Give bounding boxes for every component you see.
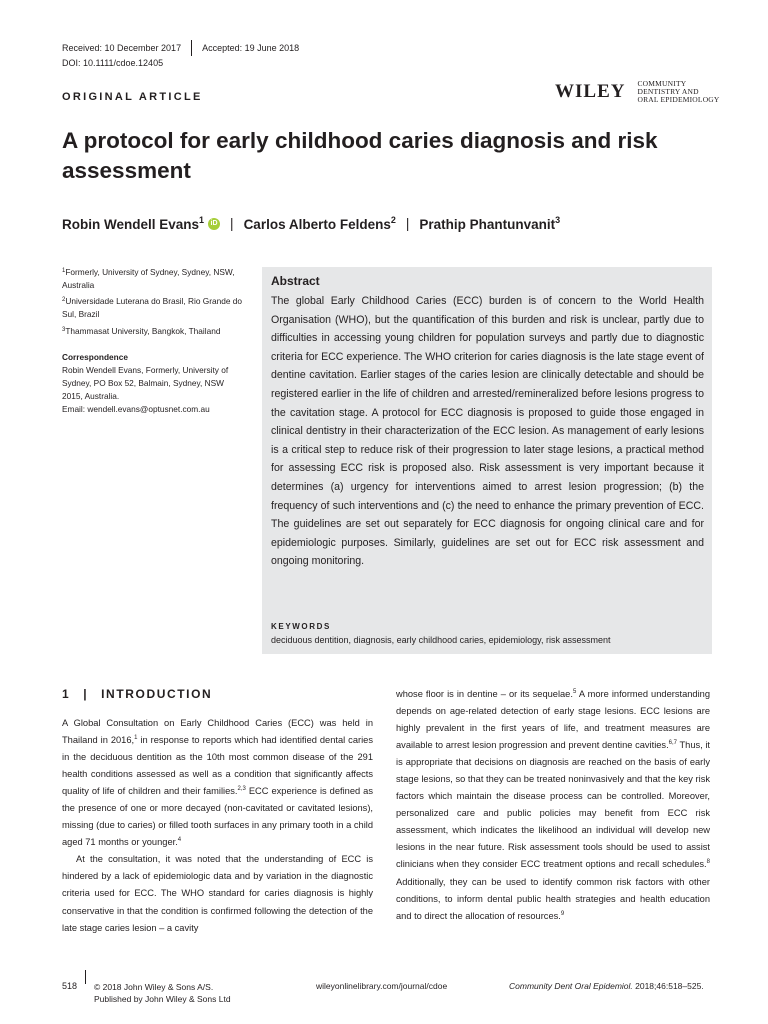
publisher-logos	[555, 80, 720, 104]
paragraph: A Global Consultation on Early Childhood Caries (ECC) was held in Thailand in 2016,$^1$ in response to reports which had identified dental caries in the deciduous dentition as the 10th most common disease of the 291 health conditions assessed as well as a condition that significantly affects quality of life of children and their families.$^{2,3}$ ECC experience is defined as the presence of one or more decayed (non-cavitated or cavitated lesions), missing (due to caries) or filled tooth surfaces in any primary tooth in a child aged 71 months or younger.$^4$	[62, 718, 373, 848]
author-name[interactable]: Prathip Phantunvanit$^3$	[419, 215, 561, 232]
correspondence	[62, 351, 242, 416]
article-type: ORIGINAL ARTICLE	[62, 91, 203, 103]
affiliation-2: $^2$Universidade Luterana do Brasil, Rio Grande do Sul, Brazil	[62, 296, 242, 319]
author-name[interactable]: Carlos Alberto Feldens$^2$	[243, 215, 396, 232]
correspondence-email[interactable]: Email: wendell.evans@optusnet.com.au	[62, 404, 210, 414]
abstract-text: The global Early Childhood Caries (ECC) burden is of concern to the World Health Organisation (WHO), but the quantification of this burden and risk is unclear, partly due to difficulties in accessing young children for population surveys and partly due to diagnostic criteria for ECC experience. The WHO criterion for caries diagnosis is the late stage event of dentine cavitation. Earlier stages of the caries lesion are clinically detectable and should be registered earlier in the life of children and arrested/remineralized before lesions progress to the cavitation stage. A protocol for ECC diagnosis is proposed to guide those engaged in clinical dentistry in their characterization of the ECC lesion. As management of early lesions is a critical step to reduce risk of their progression to later stage lesions, a practical method for assessing ECC risk is proposed also. Risk assessment is very important because it determines (a) urgency for interventions aimed to arrest lesion progression; (b) the frequency of such interventions and (c) the need to enhance the primary prevention of ECC. The guidelines are set out separately for ECC diagnosis for ongoing clinical care and for epidemiologic purposes. Similarly, guidelines are set out for ECC risk assessment and ongoing monitoring.	[271, 295, 704, 568]
wiley-logo: WILEY	[555, 81, 626, 102]
author-separator: |	[405, 216, 410, 231]
abstract-heading: Abstract	[271, 274, 320, 288]
correspondence-address: Robin Wendell Evans, Formerly, University of Sydney, PO Box 52, Balmain, Sydney, NSW 2015, Australia.	[62, 365, 229, 401]
section-number: 1	[62, 687, 71, 701]
copyright: © 2018 John Wiley & Sons A/S. Published by John Wiley & Sons Ltd	[94, 982, 231, 1004]
doi[interactable]: DOI: 10.1111/cdoe.12405	[62, 58, 164, 68]
author-name[interactable]: Robin Wendell Evans$^1$	[62, 215, 205, 232]
accepted-date: Accepted: 19 June 2018	[202, 43, 300, 53]
orcid-icon[interactable]: iD	[208, 218, 220, 230]
author-separator: |	[230, 216, 234, 231]
body-column-left	[62, 715, 373, 937]
journal-logo-line-3: ORAL EPIDEMIOLOGY	[637, 95, 720, 104]
footer-divider	[85, 970, 86, 984]
article-dates	[62, 40, 299, 56]
paragraph: At the consultation, it was noted that the understanding of ECC is hindered by a lack of epidemiologic data and by variation in the diagnostic criteria used for ECC. The WHO standard for caries diagnosis is highly conservative in that the condition is confirmed following the detection of the late stage caries lesion – a cavity	[62, 854, 373, 933]
journal-url[interactable]: wileyonlinelibrary.com/journal/cdoe	[316, 981, 448, 991]
received-date: Received: 10 December 2017	[62, 43, 182, 53]
keywords-list: deciduous dentition, diagnosis, early childhood caries, epidemiology, risk assessment	[271, 635, 611, 645]
journal-logo	[637, 80, 719, 104]
date-divider	[191, 40, 192, 56]
affiliation-3: $^3$Thammasat University, Bangkok, Thailand	[62, 326, 221, 336]
body-column-right	[396, 686, 710, 925]
journal-logo-line-1: COMMUNITY	[637, 79, 687, 88]
paragraph: whose floor is in dentine – or its sequelae.$^5$ A more informed understanding depends on age-related detection of early stage lesions. ECC lesions are highly prevalent in the first years of life, and treatment measures are available to arrest lesion progression and prevent dentine cavities.$^{6,7}$ Thus, it is appropriate that decisions on diagnosis are reached on the basis of early stage lesions, so that they can be treated noninvasively and that the key risk factors which maintain the disease process can be controlled. Moreover, personalized care and public policies may benefit from ECC risk assessment, which indicates the likelihood an individual will develop new lesions in the near future. Risk assessment tools should be used to assist clinicians when they consider ECC treatment options and recall schedules.$^8$ Additionally, they can be used to identify common risk factors with other conditions, to inform dental public health strategies and health education and to direct the allocation of resources.$^9$	[396, 689, 710, 921]
page-number: 518	[62, 981, 78, 991]
section-heading-introduction	[62, 687, 212, 701]
journal-logo-line-2: DENTISTRY AND	[637, 87, 699, 96]
keywords-heading: KEYWORDS	[271, 622, 331, 631]
citation: Community Dent Oral Epidemiol. 2018;46:518–525.	[509, 981, 704, 991]
section-title: INTRODUCTION	[101, 687, 213, 701]
author-list	[62, 215, 560, 232]
correspondence-heading: Correspondence	[62, 352, 128, 362]
section-separator: |	[83, 687, 89, 701]
affiliation-1: $^1$Formerly, University of Sydney, Sydney, NSW, Australia	[62, 267, 235, 290]
article-title: A protocol for early childhood caries diagnosis and risk assessment	[62, 128, 658, 183]
